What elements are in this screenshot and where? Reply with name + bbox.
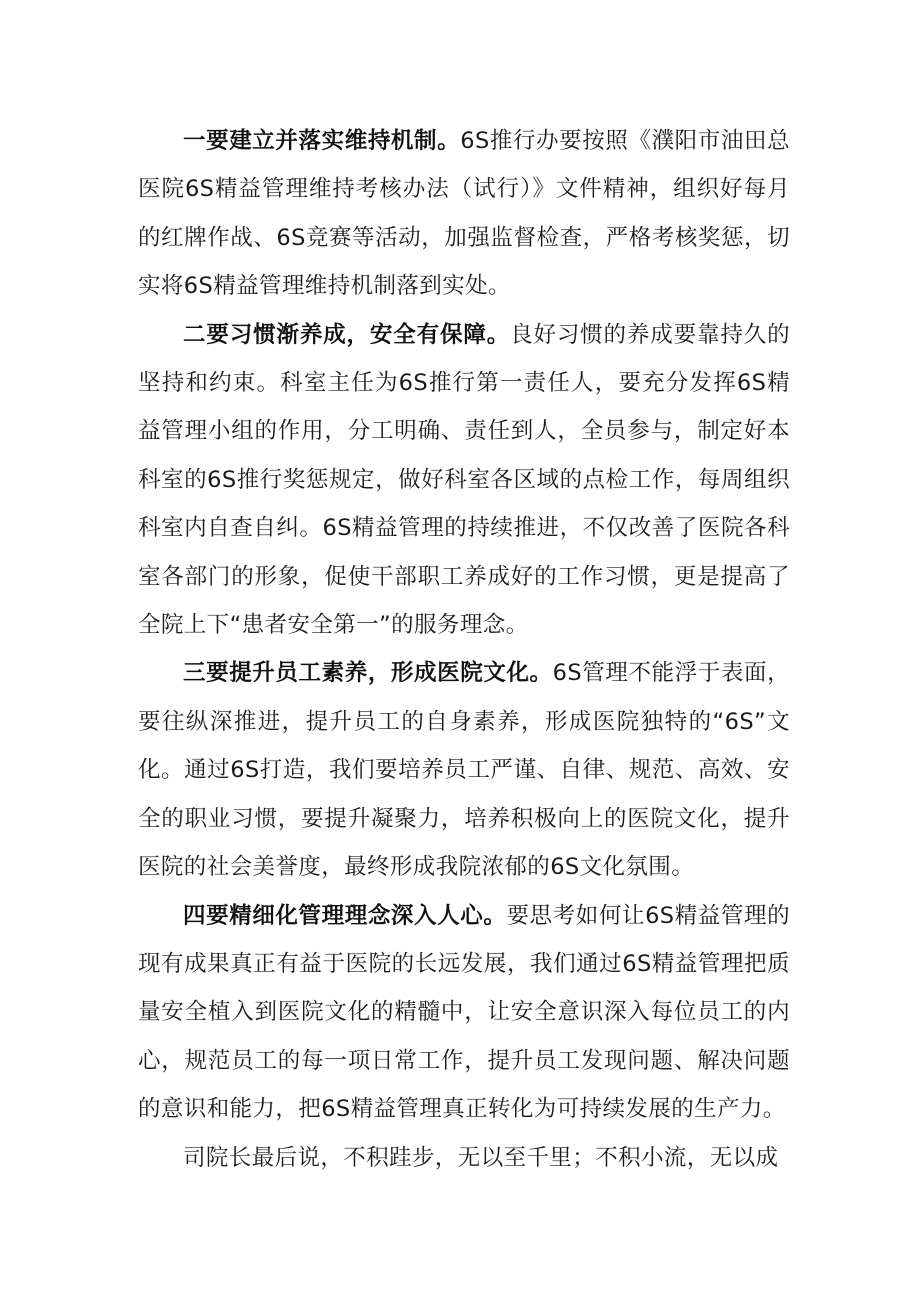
document-body	[138, 117, 790, 1182]
paragraph-4-text: 要思考如何让6S精益管理的现有成果真正有益于医院的长远发展，我们通过6S精益管理把质量安全植入到医院文化的精髓中，让安全意识深入每位员工的内心，规范员工的每一项日常工作，提升员工发现问题、解决问题的意识和能力，把6S精益管理真正转化为可持续发展的生产力。	[138, 902, 790, 1123]
paragraph-5	[138, 1134, 790, 1182]
paragraph-3-heading: 三要提升员工素养，形成医院文化。	[183, 660, 553, 687]
paragraph-4	[138, 892, 790, 1134]
paragraph-4-heading: 四要精细化管理理念深入人心。	[183, 902, 507, 929]
paragraph-3	[138, 649, 790, 891]
paragraph-1-text: 6S推行办要按照《濮阳市油田总医院6S精益管理维持考核办法（试行）》文件精神，组织好每月的红牌作战、6S竞赛等活动，加强监督检查，严格考核奖惩，切实将6S精益管理维持机制落到实处。	[138, 128, 790, 300]
paragraph-2-heading: 二要习惯渐养成，安全有保障。	[183, 321, 511, 348]
paragraph-1-heading: 一要建立并落实维持机制。	[183, 128, 461, 154]
paragraph-2	[138, 311, 790, 650]
paragraph-3-text: 6S管理不能浮于表面，要往纵深推进，提升员工的自身素养，形成医院独特的“6S”文化。通过6S打造，我们要培养员工严谨、自律、规范、高效、安全的职业习惯，要提升凝聚力，培养积极向上的医院文化，提升医院的社会美誉度，最终形成我院浓郁的6S文化氛围。	[138, 660, 791, 881]
paragraph-1	[138, 117, 790, 311]
paragraph-5-text: 司院长最后说，不积跬步，无以至千里；不积小流，无以成	[183, 1144, 779, 1171]
paragraph-2-text: 良好习惯的养成要靠持久的坚持和约束。科室主任为6S推行第一责任人，要充分发挥6S精益管理小组的作用，分工明确、责任到人，全员参与，制定好本科室的6S推行奖惩规定，做好科室各区域的点检工作，每周组织科室内自查自纠。6S精益管理的持续推进，不仅改善了医院各科室各部门的形象，促使干部职工养成好的工作习惯，更是提高了全院上下“患者安全第一”的服务理念。	[138, 321, 790, 639]
